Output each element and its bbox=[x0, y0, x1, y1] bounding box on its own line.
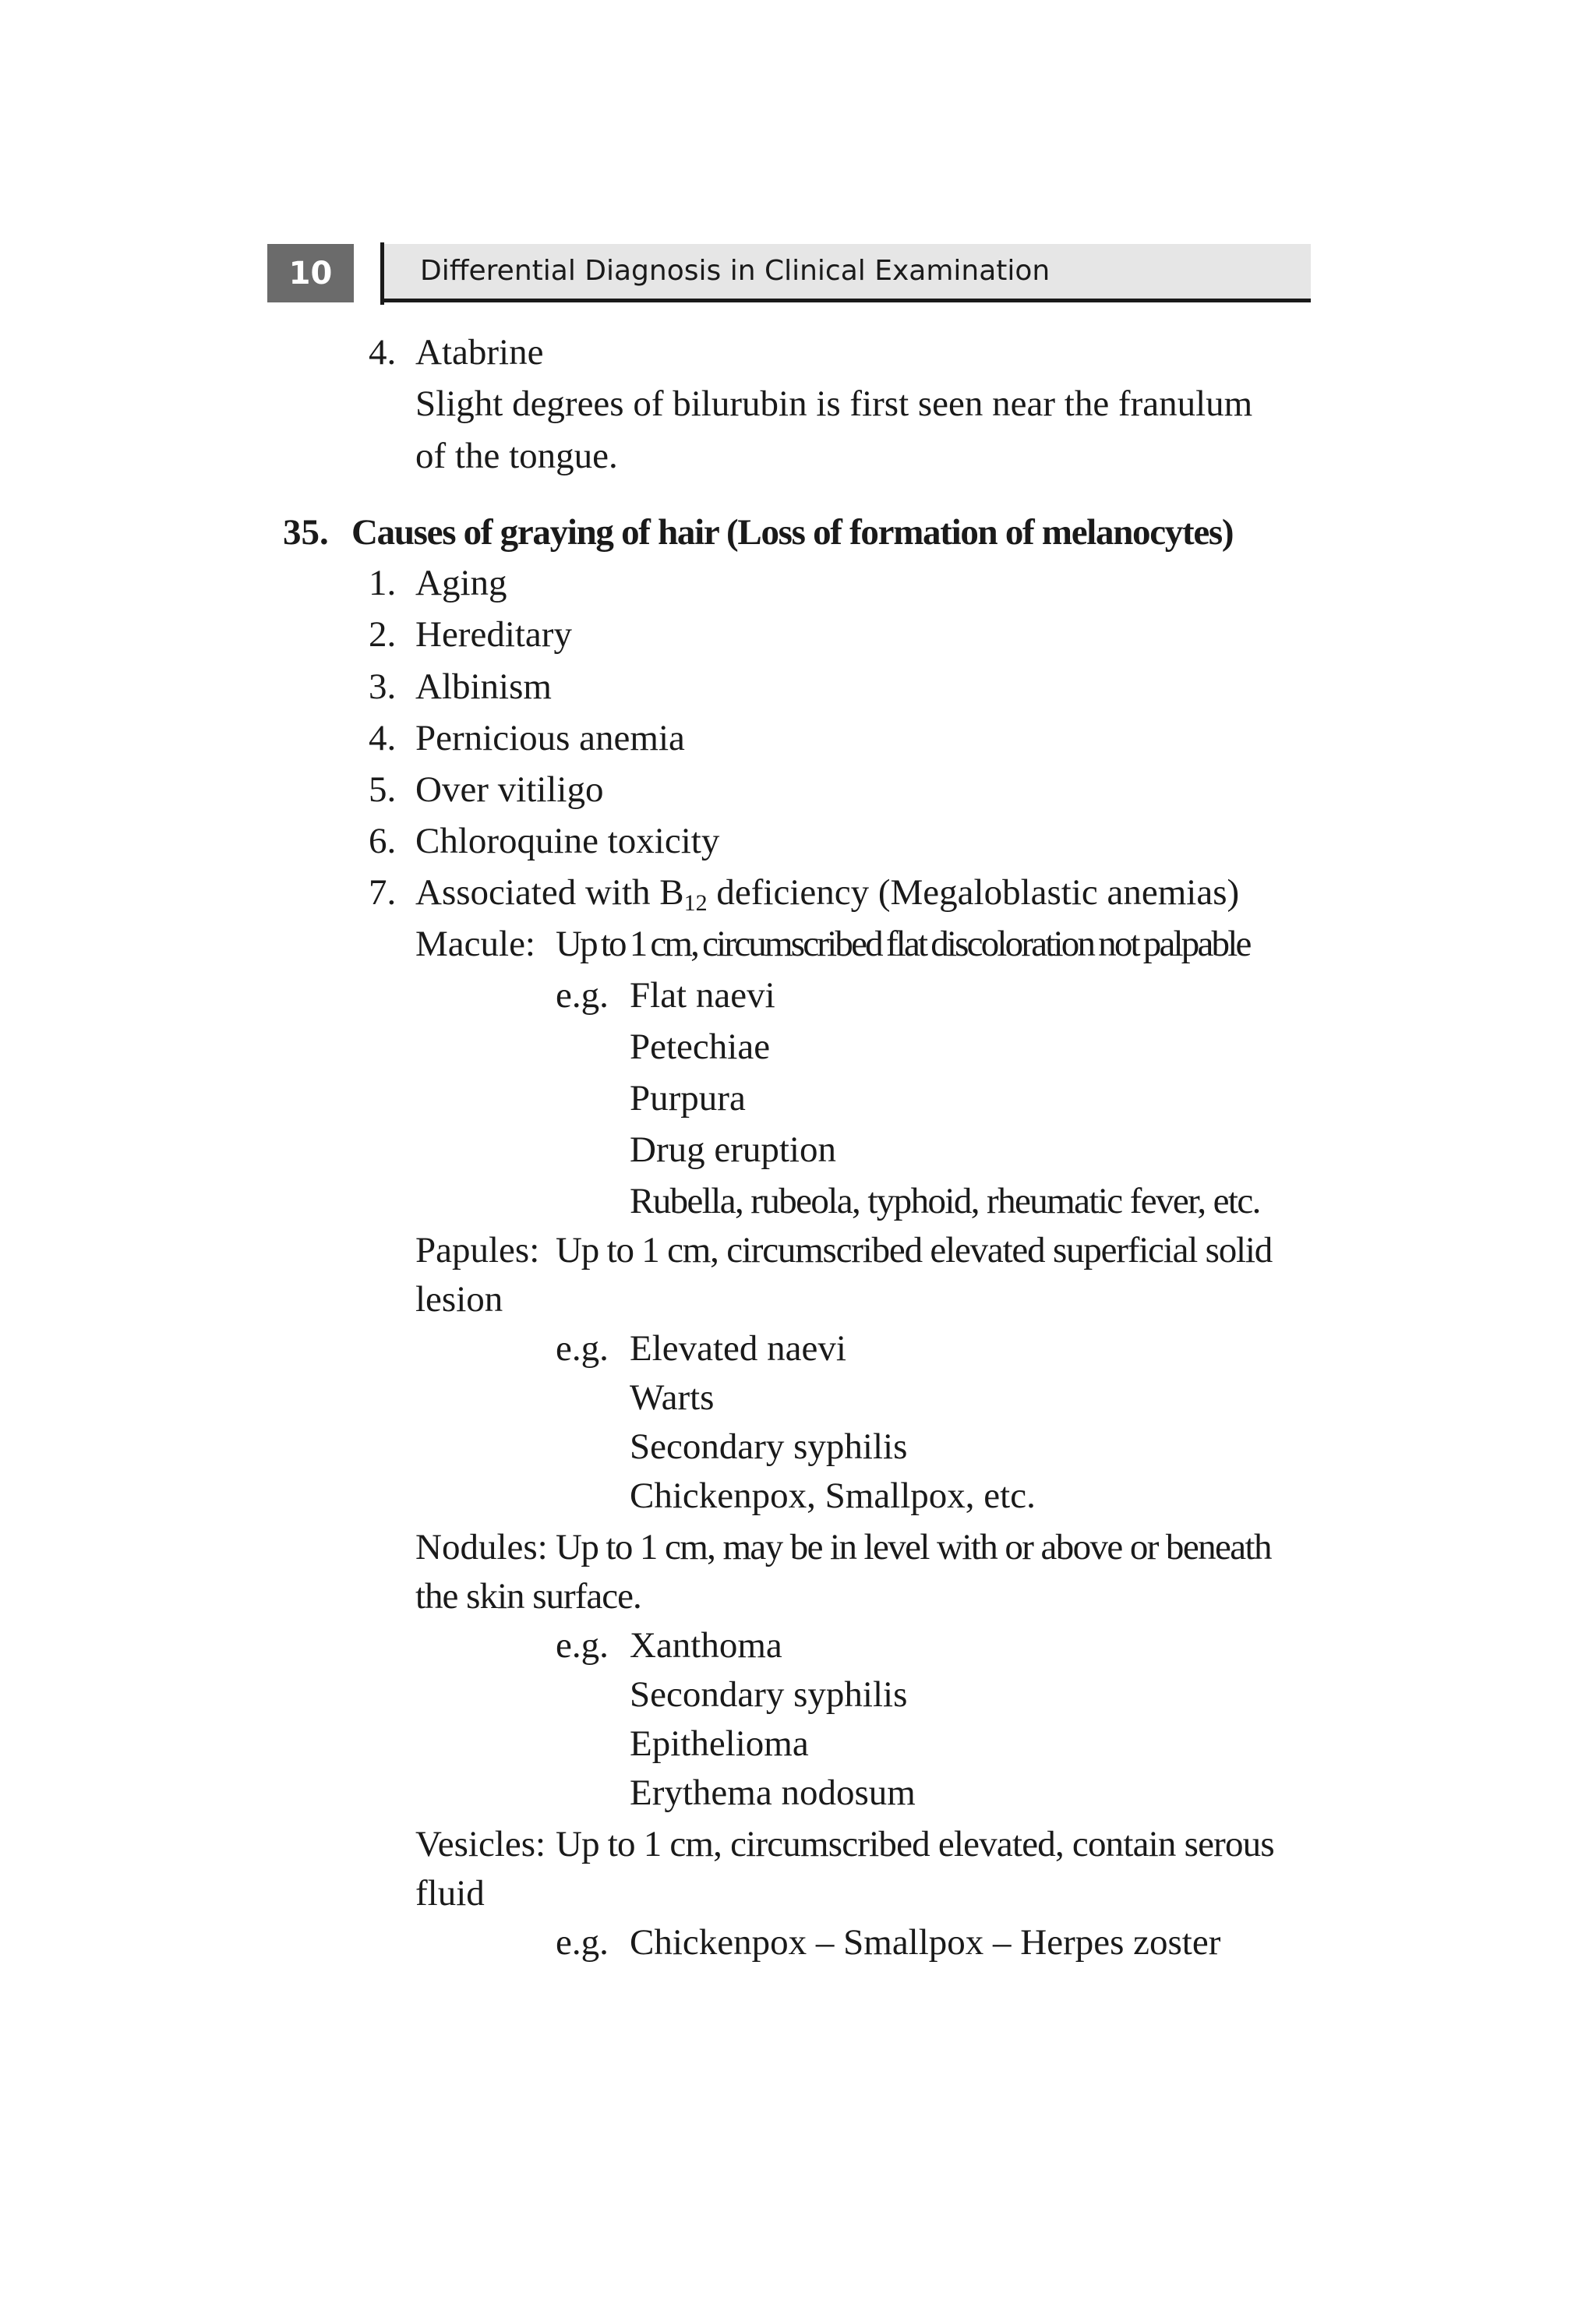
list-item-text-a: Associated with B bbox=[415, 872, 684, 913]
papules-example: Warts bbox=[630, 1377, 715, 1418]
list-item: Hereditary bbox=[415, 614, 572, 655]
macule-description: Up to 1 cm, circumscribed flat discoloration not palpable bbox=[556, 924, 1250, 964]
nodules-label: Nodules: bbox=[415, 1527, 548, 1567]
subscript-12: 12 bbox=[683, 890, 708, 916]
vesicles-eg: e.g. bbox=[556, 1922, 609, 1963]
header-underline bbox=[380, 299, 1311, 302]
list-item-number: 1. bbox=[369, 563, 397, 603]
vesicles-label: Vesicles: bbox=[415, 1824, 546, 1864]
macule-example: Purpura bbox=[630, 1078, 746, 1119]
nodules-description-line2: the skin surface. bbox=[415, 1576, 641, 1617]
section-title: Causes of graying of hair (Loss of formation of melanocytes) bbox=[351, 512, 1234, 553]
papules-eg: e.g. bbox=[556, 1328, 609, 1369]
prev-item-note-line2: of the tongue. bbox=[415, 436, 618, 476]
list-item: Chloroquine toxicity bbox=[415, 821, 720, 861]
macule-eg: e.g. bbox=[556, 975, 609, 1016]
macule-label: Macule: bbox=[415, 924, 535, 964]
macule-example: Petechiae bbox=[630, 1027, 771, 1067]
nodules-example: Xanthoma bbox=[630, 1625, 782, 1666]
prev-item-note-line1: Slight degrees of bilurubin is first seen near the franulum bbox=[415, 383, 1253, 424]
list-item-number: 5. bbox=[369, 769, 397, 810]
vesicles-description-line2: fluid bbox=[415, 1873, 485, 1914]
prev-item-number: 4. bbox=[369, 332, 397, 373]
macule-example: Rubella, rubeola, typhoid, rheumatic fever, etc. bbox=[630, 1181, 1260, 1221]
list-item-number: 6. bbox=[369, 821, 397, 861]
vesicles-description-line1: Up to 1 cm, circumscribed elevated, contain serous bbox=[556, 1824, 1274, 1864]
list-item: Albinism bbox=[415, 666, 552, 707]
list-item: Pernicious anemia bbox=[415, 718, 685, 758]
nodules-example: Epithelioma bbox=[630, 1723, 809, 1764]
section-number: 35. bbox=[283, 512, 329, 553]
nodules-example: Erythema nodosum bbox=[630, 1772, 916, 1813]
vesicles-example: Chickenpox – Smallpox – Herpes zoster bbox=[630, 1922, 1221, 1963]
list-item bbox=[415, 869, 1239, 927]
list-item: Aging bbox=[415, 563, 507, 603]
prev-item-title: Atabrine bbox=[415, 332, 544, 373]
macule-example: Flat naevi bbox=[630, 975, 775, 1016]
list-item-number: 3. bbox=[369, 666, 397, 707]
papules-example: Secondary syphilis bbox=[630, 1426, 908, 1467]
list-item: Over vitiligo bbox=[415, 769, 604, 810]
list-item-number: 7. bbox=[369, 872, 397, 913]
list-item-number: 2. bbox=[369, 614, 397, 655]
macule-example: Drug eruption bbox=[630, 1129, 836, 1170]
papules-example: Elevated naevi bbox=[630, 1328, 846, 1369]
running-title: Differential Diagnosis in Clinical Examination bbox=[420, 255, 1050, 287]
nodules-example: Secondary syphilis bbox=[630, 1674, 908, 1715]
list-item-number: 4. bbox=[369, 718, 397, 758]
papules-label: Papules: bbox=[415, 1230, 540, 1271]
papules-description-line1: Up to 1 cm, circumscribed elevated superficial solid bbox=[556, 1230, 1273, 1271]
list-item-text-b: deficiency (Megaloblastic anemias) bbox=[707, 872, 1240, 913]
papules-description-line2: lesion bbox=[415, 1279, 503, 1320]
page-number: 10 bbox=[267, 244, 354, 302]
papules-example: Chickenpox, Smallpox, etc. bbox=[630, 1476, 1036, 1516]
nodules-eg: e.g. bbox=[556, 1625, 609, 1666]
nodules-description-line1: Up to 1 cm, may be in level with or above or beneath bbox=[556, 1527, 1271, 1567]
